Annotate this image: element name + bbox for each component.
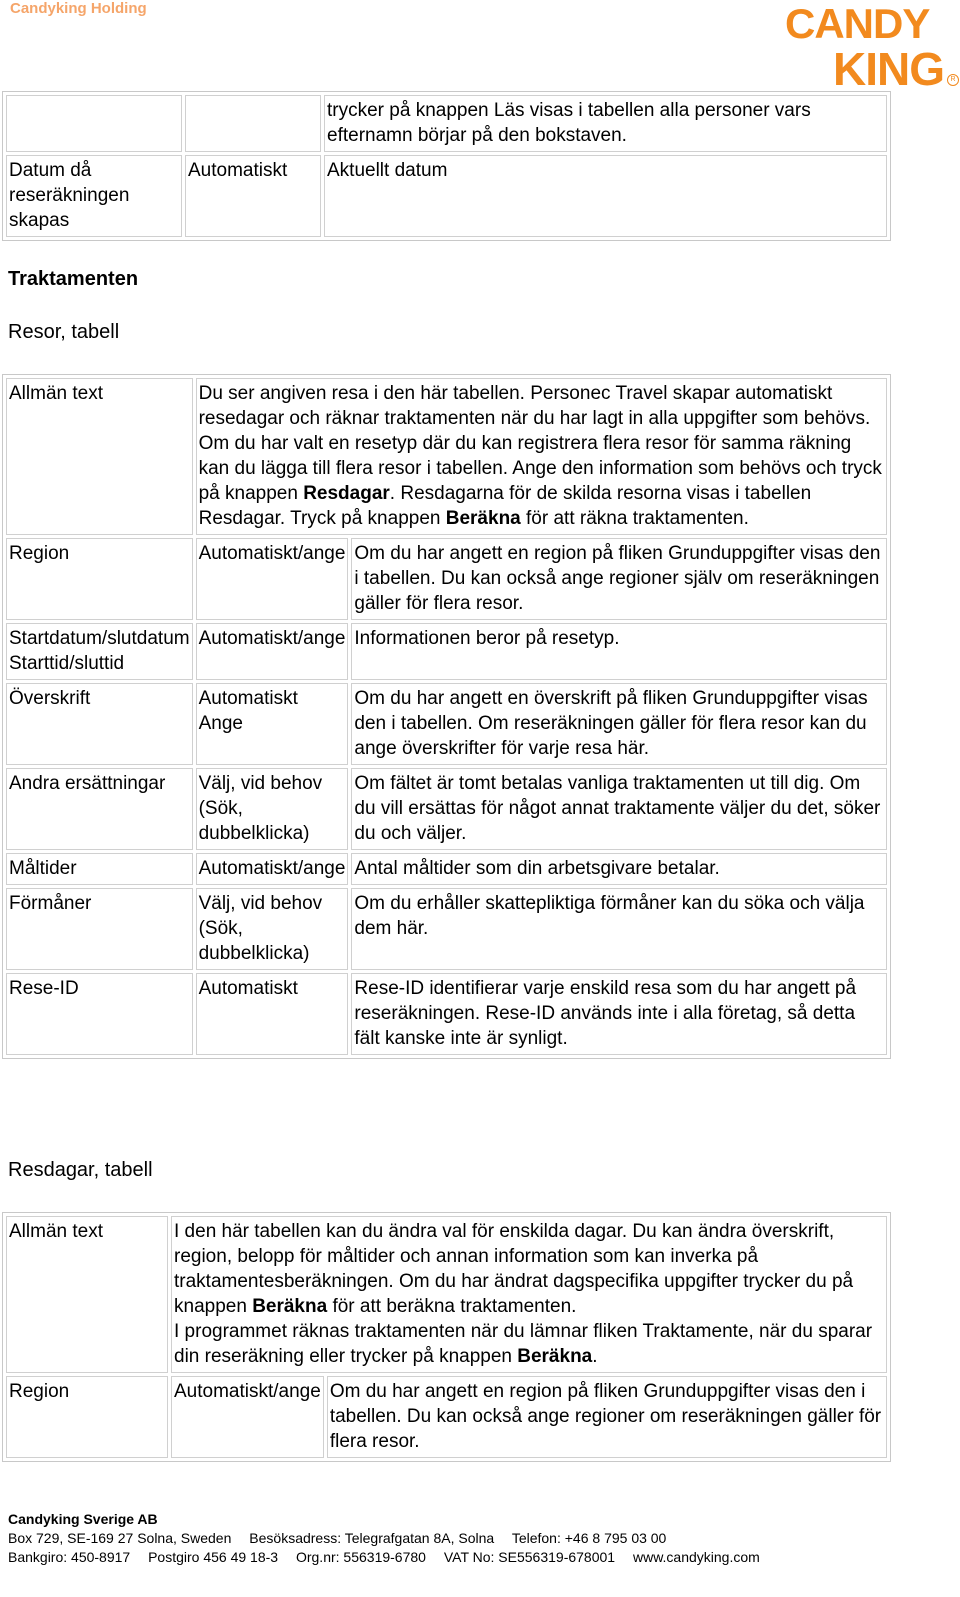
- table-cell: Överskrift: [6, 683, 193, 765]
- general-text: Du ser angiven resa i den här tabellen. Personec Travel skapar automatiskt resedagar och räknar traktamenten när du har lagt in alla uppgifter som behövs.: [198, 383, 871, 429]
- table-cell: Aktuellt datum: [324, 155, 887, 237]
- general-text: Om du har valt en resetyp där du kan registrera flera resor för samma räkning kan du lägga till flera resor i tabellen. Ange den information som behövs och tryck på knappen: [198, 433, 882, 504]
- footer-item: Bankgiro: 450-8917: [8, 1549, 131, 1565]
- table-row: [6, 853, 887, 885]
- table-cell: Automatiskt/ange: [196, 538, 349, 620]
- table-row: [6, 888, 887, 970]
- candyking-logo: [785, 0, 956, 95]
- table-cell: Måltider: [6, 853, 193, 885]
- table-row: [6, 378, 887, 535]
- footer: [8, 1510, 760, 1567]
- table-cell: Automatiskt: [196, 973, 349, 1055]
- table-cell: Allmän text: [6, 1216, 168, 1373]
- table-cell: Rese-ID identifierar varje enskild resa som du har angett på reseräkningen. Rese-ID används inte i alla företag, så detta fält kanske inte är synligt.: [351, 973, 887, 1055]
- footer-item: VAT No: SE556319-678001: [443, 1549, 616, 1565]
- section-title: Traktamenten: [8, 268, 139, 290]
- table-cell: Automatiskt/ange: [196, 853, 349, 885]
- table-cell: Antal måltider som din arbetsgivare betalar.: [351, 853, 887, 885]
- table-cell: [171, 1216, 887, 1373]
- table-cell: Region: [6, 538, 193, 620]
- logo-word-king: KING: [833, 43, 944, 95]
- table-row: [6, 1216, 887, 1373]
- table-cell: [196, 378, 887, 535]
- table-cell: [6, 95, 182, 152]
- table-row: [6, 538, 887, 620]
- general-text: I den här tabellen kan du ändra val för enskilda dagar. Du kan ändra överskrift, region, belopp för måltider och annan information som kan inverka på traktamentesberäkningen. Om du har ändrat dagspecifika uppgifter trycker du på knappen: [174, 1221, 854, 1317]
- table-cell: Automatiskt: [185, 155, 321, 237]
- general-text: .: [592, 1346, 598, 1367]
- footer-item: Box 729, SE-169 27 Solna, Sweden: [8, 1530, 232, 1546]
- table-cell: Rese-ID: [6, 973, 193, 1055]
- top-table: [2, 91, 891, 241]
- table-cell: Välj, vid behov (Sök, dubbelklicka): [196, 888, 349, 970]
- footer-item: Postgiro 456 49 18-3: [148, 1549, 279, 1565]
- table-row: [6, 1376, 887, 1458]
- footer-item: Org.nr: 556319-6780: [295, 1549, 426, 1565]
- table-cell: trycker på knappen Läs visas i tabellen alla personer vars efternamn börjar på den bokstaven.: [324, 95, 887, 152]
- table-cell: Om du har angett en region på fliken Grunduppgifter visas den i tabellen. Du kan också ange regioner själv om reseräkningen gäller för flera resor.: [351, 538, 887, 620]
- footer-address-line: [8, 1529, 760, 1548]
- table-row: [6, 155, 887, 237]
- button-name: Beräkna: [517, 1346, 593, 1367]
- table-cell: Automatiskt Ange: [196, 683, 349, 765]
- table-cell: Automatiskt/ange: [171, 1376, 324, 1458]
- table-cell: Informationen beror på resetyp.: [351, 623, 887, 680]
- table-cell: Om fältet är tomt betalas vanliga traktamenten ut till dig. Om du vill ersättas för något annat traktamente väljer du det, söker du och väljer.: [351, 768, 887, 850]
- footer-item: Telefon: +46 8 795 03 00: [511, 1530, 667, 1546]
- button-name: Beräkna: [445, 508, 521, 529]
- table-cell: Region: [6, 1376, 168, 1458]
- table-row: [6, 973, 887, 1055]
- resor-table: [2, 374, 891, 1059]
- table-cell: Startdatum/slutdatum Starttid/sluttid: [6, 623, 193, 680]
- brand-name: Candyking Holding: [10, 0, 147, 17]
- footer-account-line: [8, 1548, 760, 1567]
- table-cell: Förmåner: [6, 888, 193, 970]
- general-text: I programmet räknas traktamenten när du lämnar fliken Traktamente, när du sparar din reseräkning eller trycker på knappen: [174, 1321, 873, 1367]
- table-cell: Om du har angett en överskrift på fliken Grunduppgifter visas den i tabellen. Om reseräkningen gäller för flera resor kan du ange överskrifter för varje resa här.: [351, 683, 887, 765]
- general-text: för att beräkna traktamenten.: [327, 1296, 577, 1317]
- resdagar-heading: Resdagar, tabell: [8, 1159, 153, 1181]
- table-cell: Datum då reseräkningen skapas: [6, 155, 182, 237]
- button-name: Resdagar: [303, 483, 390, 504]
- table-row: [6, 623, 887, 680]
- general-text: . Resdagarna för de skilda resorna visas i tabellen Resdagar. Tryck på knappen: [198, 483, 812, 529]
- table-row: [6, 95, 887, 152]
- table-row: [6, 683, 887, 765]
- button-name: Beräkna: [252, 1296, 328, 1317]
- table-cell: Om du erhåller skattepliktiga förmåner kan du söka och välja dem här.: [351, 888, 887, 970]
- table-cell: Automatiskt/ange: [196, 623, 349, 680]
- table-row: [6, 768, 887, 850]
- table-cell: Välj, vid behov (Sök, dubbelklicka): [196, 768, 349, 850]
- general-text: för att räkna traktamenten.: [520, 508, 749, 529]
- footer-company: Candyking Sverige AB: [8, 1511, 158, 1527]
- resor-heading: Resor, tabell: [8, 321, 120, 343]
- footer-item: Besöksadress: Telegrafgatan 8A, Solna: [249, 1530, 495, 1546]
- resdagar-table: [2, 1212, 891, 1462]
- logo-word-candy: CANDY: [785, 0, 930, 47]
- table-cell: Om du har angett en region på fliken Grunduppgifter visas den i tabellen. Du kan också ange regioner om reseräkningen gäller för flera resor.: [327, 1376, 887, 1458]
- table-cell: Allmän text: [6, 378, 193, 535]
- registered-mark-icon: R: [947, 74, 959, 86]
- footer-website-link[interactable]: www.candyking.com: [632, 1549, 760, 1565]
- table-cell: [185, 95, 321, 152]
- table-cell: Andra ersättningar: [6, 768, 193, 850]
